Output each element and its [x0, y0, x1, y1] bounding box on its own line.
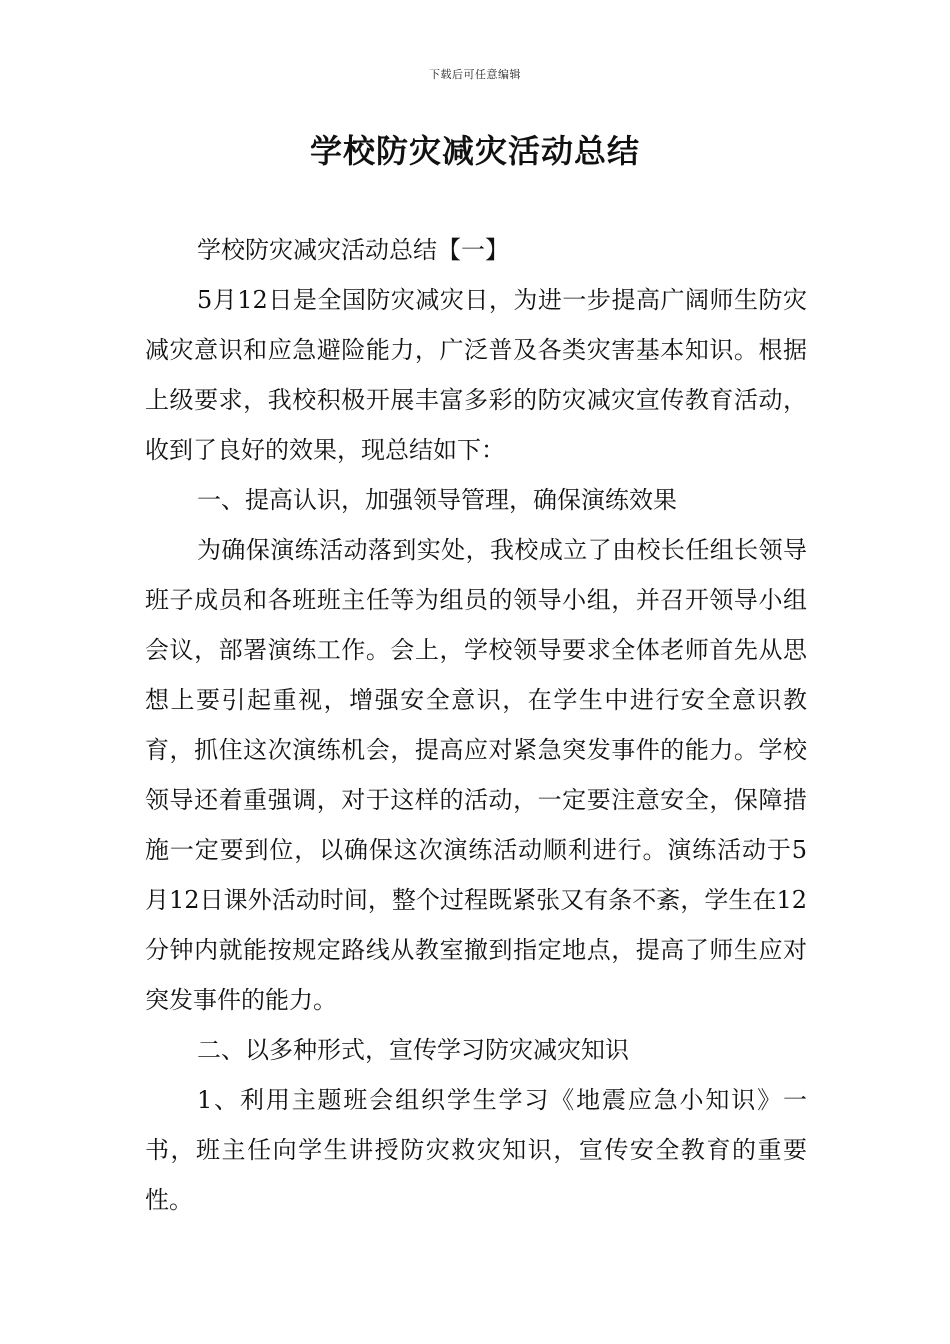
document-title: 学校防灾减灾活动总结 — [309, 132, 640, 170]
header-note: 下载后可任意编辑 — [429, 68, 521, 81]
document-body — [145, 225, 807, 1225]
body-paragraph: 为确保演练活动落到实处，我校成立了由校长任组长领导班子成员和各班班主任等为组员的领导小组，并召开领导小组会议，部署演练工作。会上，学校领导要求全体老师首先从思想上要引起重视，增强安全意识，在学生中进行安全意识教育，抓住这次演练机会，提高应对紧急突发事件的能力。学校领导还着重强调，对于这样的活动，一定要注意安全，保障措施一定要到位，以确保这次演练活动顺利进行。演练活动于5月12日课外活动时间，整个过程既紧张又有条不紊，学生在12分钟内就能按规定路线从教室撤到指定地点，提高了师生应对突发事件的能力。 — [145, 536, 807, 1014]
subheading-one: 一、提高认识，加强领导管理，确保演练效果 — [197, 486, 677, 514]
intro-paragraph: 5月12日是全国防灾减灾日，为进一步提高广阔师生防灾减灾意识和应急避险能力，广泛普及各类灾害基本知识。根据上级要求，我校积极开展丰富多彩的防灾减灾宣传教育活动，收到了良好的效果，现总结如下： — [145, 286, 807, 464]
body-paragraph: 1、利用主题班会组织学生学习《地震应急小知识》一书，班主任向学生讲授防灾救灾知识，宣传安全教育的重要性。 — [145, 1086, 807, 1214]
section-heading: 学校防灾减灾活动总结【一】 — [197, 236, 509, 264]
subheading-two: 二、以多种形式，宣传学习防灾减灾知识 — [197, 1036, 629, 1064]
